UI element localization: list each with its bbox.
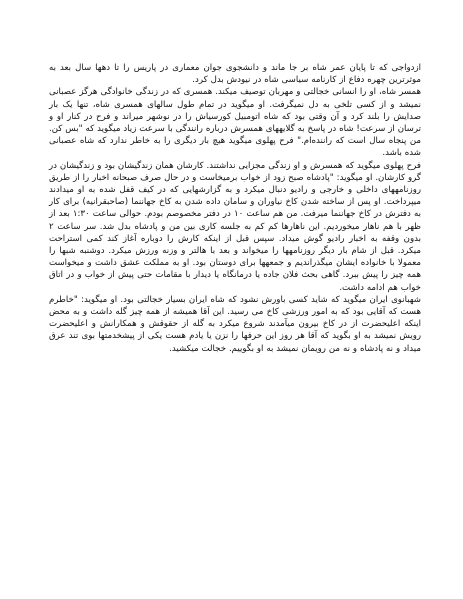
document-page [49,62,421,355]
paragraph-daily-routine: فرح پهلوی میگوید که همسرش و او زندگی مجزایی نداشتند. کارشان همان زندگیشان بود و زندگیشان در گرو کارشان. او میگوید: "پادشاه صبح زود از خواب برمیخاست و در حال صرف صبحانه اخبار را از طریق روزنامههای داخلی و خارجی و رادیو دنبال میکرد و به گزارشهایی که در کیف قفل شده به او میدادند میپرداخت. او پس از ساخته شدن کاخ نیاوران و سامان داده شدن به کاخ جهاننما (صاحبقرانیه) برای کار به دفترش در کاخ جهاننما میرفت. من هم ساعت ۱۰ در دفتر مخصوصم بودم. حوالی ساعت ۱:۳۰ بعد از ظهر با هم ناهار میخوردیم. این ناهارها کم کم به جلسه کاری بین من و پادشاه بدل شد. سر ساعت ۲ بدون وقفه به اخبار رادیو گوش میداد. سپس قبل از اینکه کارش را دوباره آغاز کند کمی استراحت میکرد. قبل از شام بار دیگر روزنامهها را میخواند و بعد با هالتر و وزنه ورزش میکرد. دوشنبه شبها را معمولا با خانواده ایشان میگذراندیم و جمعهها برای دوستان بود. او به مملکت عشق داشت و میخواست همه چیز را پیش ببرد. گاهی بحث فلان جاده یا درمانگاه یا دیدار با مقامات حتی پیش از خواب و در اتاق خواب هم ادامه داشت. [49,160,422,293]
paragraph-temperament: همسر شاه، او را انسانی خجالتی و مهربان توصیف میکند. همسری که در زندگی خانوادگی هرگز عصبانی نمیشد و از کسی تلخی به دل نمیگرفت. او میگوید در تمام طول سالهای همسری شاه، تنها یک بار صدایش را بلند کرد و آن وقتی بود که شاه اتومبیل کورسیاش را در نوشهر میراند و فرح در کنار او و ترسان از سرعت! شاه در پاسخ به گلایههای همسرش درباره رانندگی با سرعت زیاد میگوید که "بس کن. من پنجاه سال است که راننده‌ام." فرح پهلوی میگوید هیچ بار دیگری را به خاطر ندارد که شاه عصبانی شده باشد. [48,87,421,159]
paragraph-shyness: شهبانوی ایران میگوید که شاید کسی باورش نشود که شاه ایران بسیار خجالتی بود. او میگوید: "خاطرم هست که آقایی بود که به امور ورزشی کاخ می رسید. این آقا همیشه از همه چیز گله داشت و به محض اینکه اعلیحضرت از در کاخ بیرون میآمدند شروع میکرد به گله از حقوقش و همکارانش و اعلیحضرت رویش نمیشد به او بگوید که آقا هر روز این حرفها را نزن یا یادم هست یکی از پیشخدمتها بوی تند عرق میداد و نه پادشاه و نه من رویمان نمیشد به او بگوییم. خجالت میکشید. [49,294,421,354]
paragraph-marriage: ازدواجی که تا پایان عمر شاه بر جا ماند و دانشجوی جوان معماری در پاریس را تا دهها سال بعد به موثرترین چهره دفاع از کارنامه سیاسی شاه در نیودش بدل کرد. [49,63,421,86]
